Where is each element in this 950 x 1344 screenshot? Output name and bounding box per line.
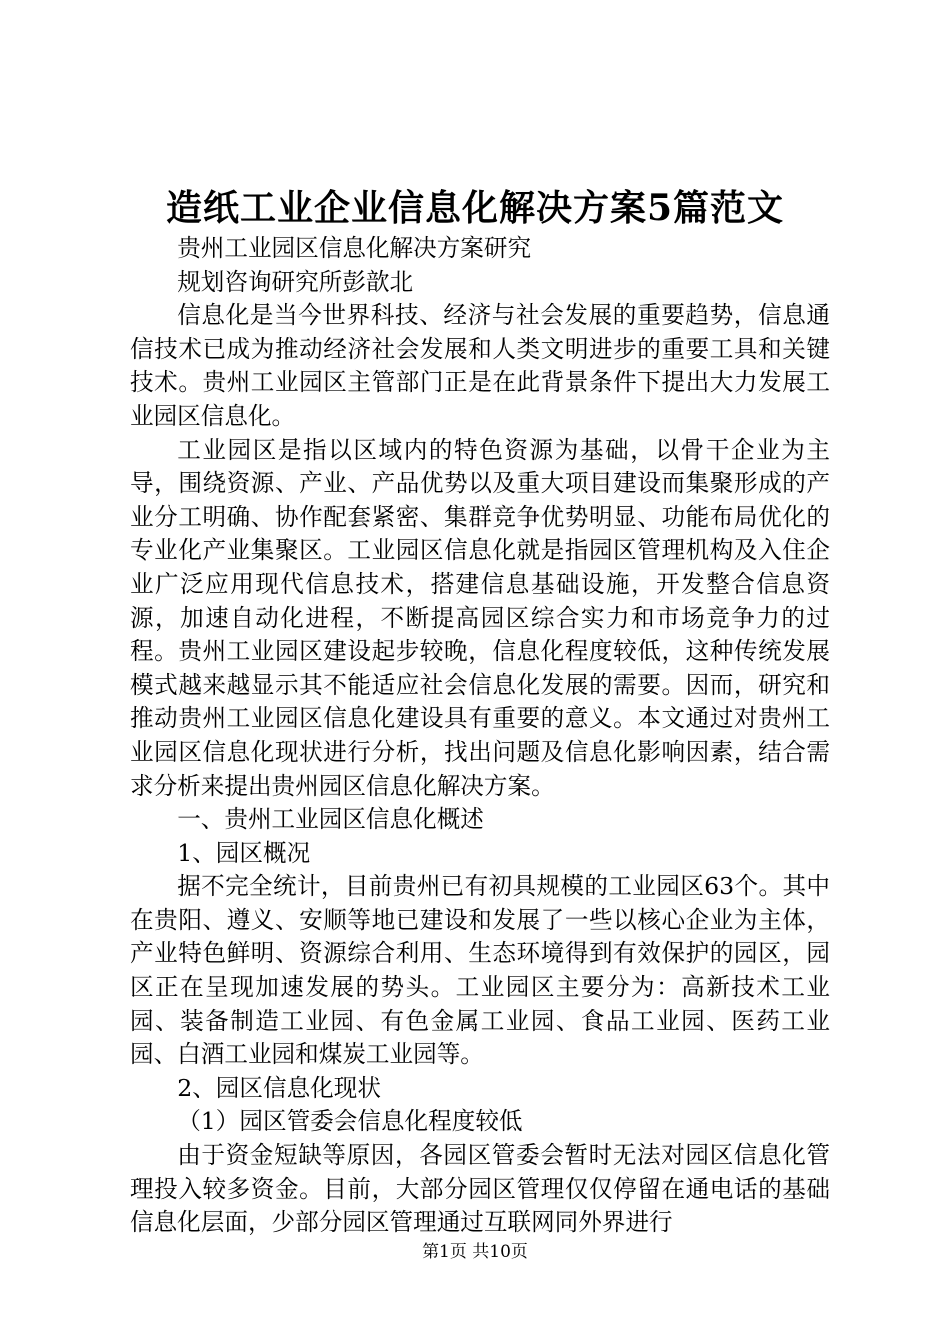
document-title: 造纸工业企业信息化解决方案5篇范文 [165, 187, 785, 229]
paragraph-author: 规划咨询研究所彭歆北 [177, 267, 414, 296]
section-heading: 一、贵州工业园区信息化概述 [177, 805, 484, 834]
document-body [130, 232, 830, 1240]
paragraph: 信息化是当今世界科技、经济与社会发展的重要趋势，信息通信技术已成为推动经济社会发展和人类文明进步的重要工具和关键技术。贵州工业园区主管部门正是在此背景条件下提出大力发展工业园区信息化。 [130, 301, 830, 430]
paragraph: 据不完全统计，目前贵州已有初具规模的工业园区63个。其中在贵阳、遵义、安顺等地已建设和发展了一些以核心企业为主体，产业特色鲜明、资源综合利用、生态环境得到有效保护的园区，园区正在呈现加速发展的势头。工业园区主要分为：高新技术工业园、装备制造工业园、有色金属工业园、食品工业园、医药工业园、白酒工业园和煤炭工业园等。 [130, 872, 830, 1069]
subsection-heading: 2、园区信息化现状 [177, 1073, 381, 1102]
subsection-heading: 1、园区概况 [177, 838, 311, 867]
sub-subsection-heading: （1）园区管委会信息化程度较低 [177, 1107, 523, 1136]
paragraph: 工业园区是指以区域内的特色资源为基础，以骨干企业为主导，围绕资源、产业、产品优势以及重大项目建设而集聚形成的产业分工明确、协作配套紧密、集群竞争优势明显、功能布局优化的专业化产业集聚区。工业园区信息化就是指园区管理机构及入住企业广泛应用现代信息技术，搭建信息基础设施，开发整合信息资源，加速自动化进程，不断提高园区综合实力和市场竞争力的过程。贵州工业园区建设起步较晚，信息化程度较低，这种传统发展模式越来越显示其不能适应社会信息化发展的需要。因而，研究和推动贵州工业园区信息化建设具有重要的意义。本文通过对贵州工业园区信息化现状进行分析，找出问题及信息化影响因素，结合需求分析来提出贵州园区信息化解决方案。 [130, 435, 830, 800]
paragraph: 由于资金短缺等原因，各园区管委会暂时无法对园区信息化管理投入较多资金。目前，大部分园区管理仅仅停留在通电话的基础信息化层面，少部分园区管理通过互联网同外界进行 [130, 1141, 830, 1237]
paragraph-subtitle: 贵州工业园区信息化解决方案研究 [177, 234, 532, 262]
page-footer: 第1页 共10页 [422, 1242, 528, 1262]
